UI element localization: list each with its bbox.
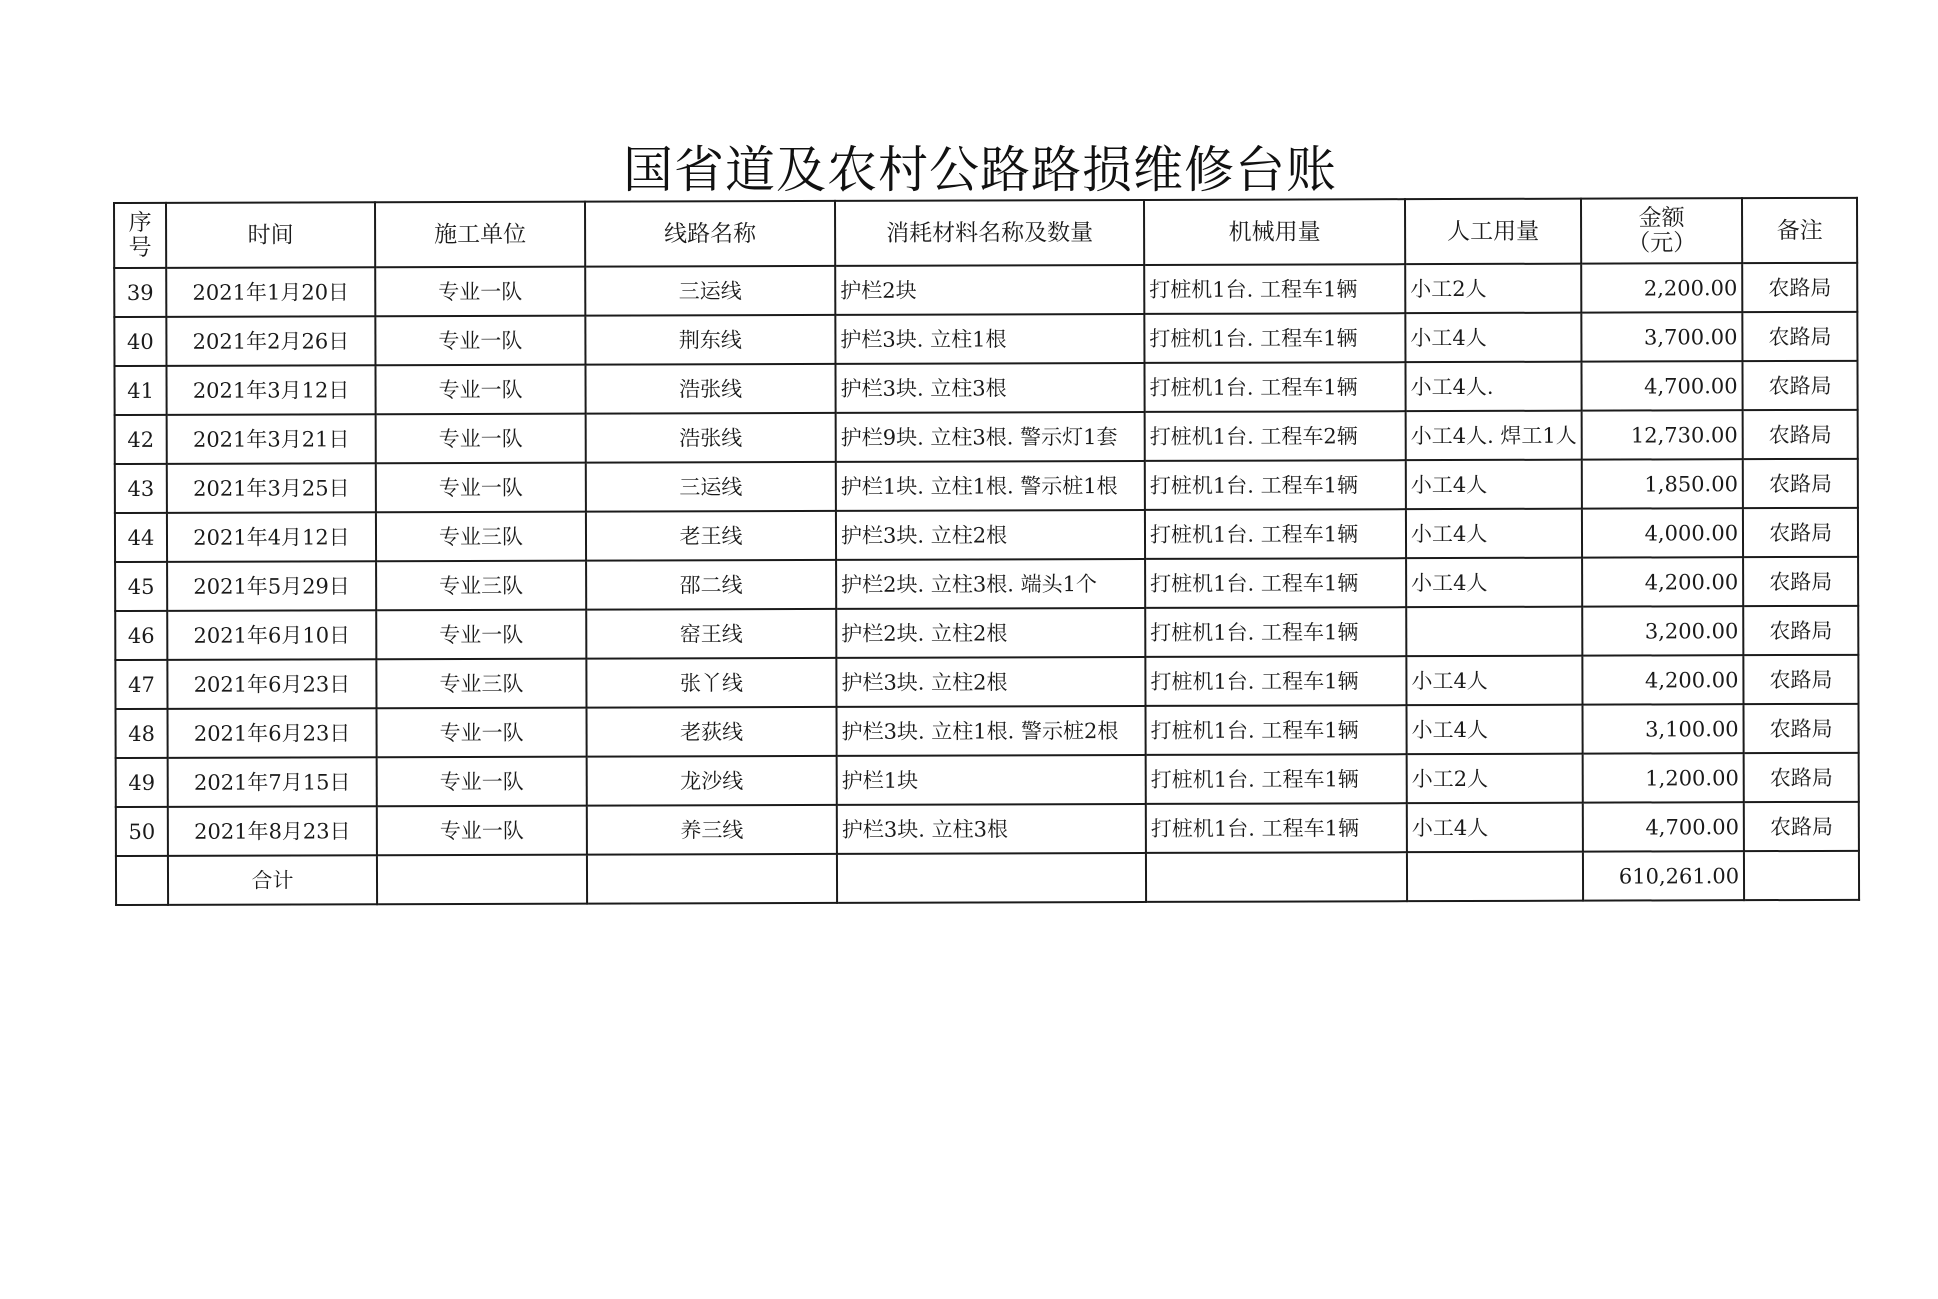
cell-machinery: 打桩机1台. 工程车1辆 — [1144, 264, 1405, 314]
cell-machinery: 打桩机1台. 工程车2辆 — [1145, 411, 1406, 461]
header-remarks: 备注 — [1742, 198, 1857, 263]
table-row — [115, 655, 1858, 709]
cell-machinery: 打桩机1台. 工程车1辆 — [1144, 313, 1405, 363]
cell-amount: 4,700.00 — [1582, 361, 1743, 410]
cell-unit: 专业一队 — [377, 806, 587, 856]
cell-remarks: 农路局 — [1744, 704, 1859, 753]
cell-unit: 专业一队 — [377, 757, 587, 807]
cell-unit: 专业一队 — [376, 414, 586, 464]
cell-machinery: 打桩机1台. 工程车1辆 — [1144, 362, 1405, 412]
page-title: 国省道及农村公路路损维修台账 — [623, 141, 1337, 199]
cell-remarks: 农路局 — [1742, 263, 1857, 312]
cell-unit: 专业一队 — [376, 463, 586, 513]
header-labor: 人工用量 — [1405, 199, 1581, 265]
cell-machinery: 打桩机1台. 工程车1辆 — [1145, 656, 1406, 706]
table-row — [115, 557, 1858, 611]
table-row — [116, 704, 1859, 758]
cell-labor: 小工4人. 焊工1人 — [1406, 411, 1582, 461]
cell-seq: 42 — [115, 415, 167, 464]
cell-labor: 小工4人 — [1406, 705, 1582, 755]
cell-labor: 小工2人 — [1407, 754, 1583, 804]
cell-date: 2021年5月29日 — [167, 561, 376, 611]
cell-materials: 护栏3块. 立柱2根 — [836, 510, 1145, 560]
header-row — [114, 198, 1857, 268]
cell-unit: 专业一队 — [375, 316, 585, 366]
cell-materials: 护栏3块. 立柱1根. 警示桩2根 — [837, 706, 1146, 756]
cell-date: 2021年7月15日 — [168, 757, 377, 807]
table-row — [114, 263, 1857, 317]
cell-remarks: 农路局 — [1743, 459, 1858, 508]
cell-route: 浩张线 — [585, 364, 835, 414]
cell-remarks: 农路局 — [1744, 802, 1859, 851]
cell-labor: 小工2人 — [1405, 264, 1581, 314]
cell-materials: 护栏2块 — [835, 265, 1144, 315]
cell-machinery: 打桩机1台. 工程车1辆 — [1145, 509, 1406, 559]
total-label: 合计 — [168, 855, 377, 905]
cell-amount: 1,850.00 — [1582, 459, 1743, 508]
cell-route: 养三线 — [587, 805, 837, 855]
cell-amount: 3,100.00 — [1583, 704, 1744, 753]
header-seq-line2: 号 — [128, 234, 152, 261]
cell-machinery: 打桩机1台. 工程车1辆 — [1146, 754, 1407, 804]
cell-amount: 12,730.00 — [1582, 410, 1743, 459]
header-seq — [114, 203, 166, 268]
cell-route: 张丫线 — [586, 658, 836, 708]
cell-materials: 护栏2块. 立柱2根 — [836, 608, 1145, 658]
cell-amount: 4,200.00 — [1582, 557, 1743, 606]
cell-materials: 护栏9块. 立柱3根. 警示灯1套 — [836, 412, 1145, 462]
table-row — [115, 508, 1858, 562]
header-machinery: 机械用量 — [1144, 199, 1405, 265]
cell-remarks: 农路局 — [1743, 410, 1858, 459]
table-row — [116, 753, 1859, 807]
header-materials: 消耗材料名称及数量 — [835, 200, 1144, 266]
cell-materials: 护栏3块. 立柱3根 — [835, 363, 1144, 413]
cell-amount: 3,700.00 — [1581, 312, 1742, 361]
cell-labor: 小工4人 — [1406, 558, 1582, 608]
cell-date: 2021年3月12日 — [166, 365, 375, 415]
cell-seq: 45 — [115, 562, 167, 611]
cell-materials: 护栏1块. 立柱1根. 警示桩1根 — [836, 461, 1145, 511]
cell-amount: 4,700.00 — [1583, 802, 1744, 851]
total-seq-cell — [116, 856, 168, 905]
cell-materials: 护栏3块. 立柱1根 — [835, 314, 1144, 364]
cell-labor: 小工4人 — [1406, 460, 1582, 510]
cell-machinery: 打桩机1台. 工程车1辆 — [1145, 460, 1406, 510]
cell-route: 三运线 — [585, 266, 835, 316]
header-route: 线路名称 — [585, 201, 835, 267]
cell-date: 2021年2月26日 — [166, 316, 375, 366]
total-amount: 610,261.00 — [1583, 851, 1744, 900]
cell-materials: 护栏2块. 立柱3根. 端头1个 — [836, 559, 1145, 609]
repair-ledger-table — [113, 197, 1860, 906]
cell-route: 三运线 — [586, 462, 836, 512]
cell-unit: 专业三队 — [376, 512, 586, 562]
total-empty-cell — [1146, 852, 1407, 902]
cell-machinery: 打桩机1台. 工程车1辆 — [1145, 558, 1406, 608]
cell-seq: 47 — [115, 660, 167, 709]
cell-seq: 50 — [116, 807, 168, 856]
cell-route: 老王线 — [586, 511, 836, 561]
cell-seq: 46 — [115, 611, 167, 660]
cell-unit: 专业一队 — [375, 267, 585, 317]
total-row — [116, 851, 1859, 905]
cell-remarks: 农路局 — [1743, 606, 1858, 655]
cell-route: 老荻线 — [587, 707, 837, 757]
header-amount-line1: 金额 — [1638, 204, 1685, 231]
cell-amount: 4,000.00 — [1582, 508, 1743, 557]
cell-date: 2021年3月25日 — [167, 463, 376, 513]
table-row — [115, 459, 1858, 513]
cell-date: 2021年8月23日 — [168, 806, 377, 856]
cell-seq: 44 — [115, 513, 167, 562]
cell-date: 2021年6月23日 — [168, 708, 377, 758]
cell-route: 邵二线 — [586, 560, 836, 610]
cell-materials: 护栏3块. 立柱2根 — [836, 657, 1145, 707]
cell-materials: 护栏1块 — [837, 755, 1146, 805]
cell-remarks: 农路局 — [1743, 557, 1858, 606]
cell-seq: 41 — [114, 366, 166, 415]
cell-remarks: 农路局 — [1743, 361, 1858, 410]
cell-seq: 43 — [115, 464, 167, 513]
table-row — [115, 606, 1858, 660]
table-row — [114, 312, 1857, 366]
cell-labor: 小工4人 — [1406, 509, 1582, 559]
cell-unit: 专业三队 — [376, 659, 586, 709]
cell-seq: 39 — [114, 268, 166, 317]
table-row — [115, 410, 1858, 464]
cell-remarks: 农路局 — [1744, 753, 1859, 802]
cell-route: 窑王线 — [586, 609, 836, 659]
cell-remarks: 农路局 — [1742, 312, 1857, 361]
total-empty-cell — [1744, 851, 1859, 900]
cell-labor: 小工4人. — [1405, 362, 1581, 412]
total-empty-cell — [587, 854, 837, 904]
total-empty-cell — [377, 855, 587, 905]
cell-unit: 专业一队 — [375, 365, 585, 415]
cell-unit: 专业三队 — [376, 561, 586, 611]
cell-date: 2021年4月12日 — [167, 512, 376, 562]
cell-labor: 小工4人 — [1405, 313, 1581, 363]
header-date: 时间 — [166, 202, 375, 268]
cell-route: 龙沙线 — [587, 756, 837, 806]
header-seq-line1: 序 — [128, 209, 152, 236]
cell-labor: 小工4人 — [1406, 656, 1582, 706]
cell-remarks: 农路局 — [1743, 655, 1858, 704]
cell-machinery: 打桩机1台. 工程车1辆 — [1146, 803, 1407, 853]
total-empty-cell — [837, 853, 1146, 903]
header-amount-line2: （元） — [1627, 229, 1697, 257]
cell-machinery: 打桩机1台. 工程车1辆 — [1145, 607, 1406, 657]
cell-machinery: 打桩机1台. 工程车1辆 — [1145, 705, 1406, 755]
cell-seq: 49 — [116, 758, 168, 807]
cell-seq: 48 — [116, 709, 168, 758]
cell-amount: 3,200.00 — [1582, 606, 1743, 655]
table-row — [114, 361, 1857, 415]
header-unit: 施工单位 — [375, 202, 585, 268]
total-empty-cell — [1407, 852, 1583, 902]
cell-labor — [1406, 607, 1582, 657]
cell-unit: 专业一队 — [377, 708, 587, 758]
cell-amount: 4,200.00 — [1582, 655, 1743, 704]
cell-amount: 2,200.00 — [1581, 263, 1742, 312]
header-amount — [1581, 198, 1742, 263]
cell-amount: 1,200.00 — [1583, 753, 1744, 802]
cell-remarks: 农路局 — [1743, 508, 1858, 557]
table-row — [116, 802, 1859, 856]
cell-materials: 护栏3块. 立柱3根 — [837, 804, 1146, 854]
cell-date: 2021年3月21日 — [167, 414, 376, 464]
cell-date: 2021年6月23日 — [167, 659, 376, 709]
cell-seq: 40 — [114, 317, 166, 366]
cell-unit: 专业一队 — [376, 610, 586, 660]
cell-route: 荆东线 — [585, 315, 835, 365]
cell-date: 2021年1月20日 — [166, 267, 375, 317]
cell-labor: 小工4人 — [1407, 803, 1583, 853]
cell-date: 2021年6月10日 — [167, 610, 376, 660]
cell-route: 浩张线 — [586, 413, 836, 463]
